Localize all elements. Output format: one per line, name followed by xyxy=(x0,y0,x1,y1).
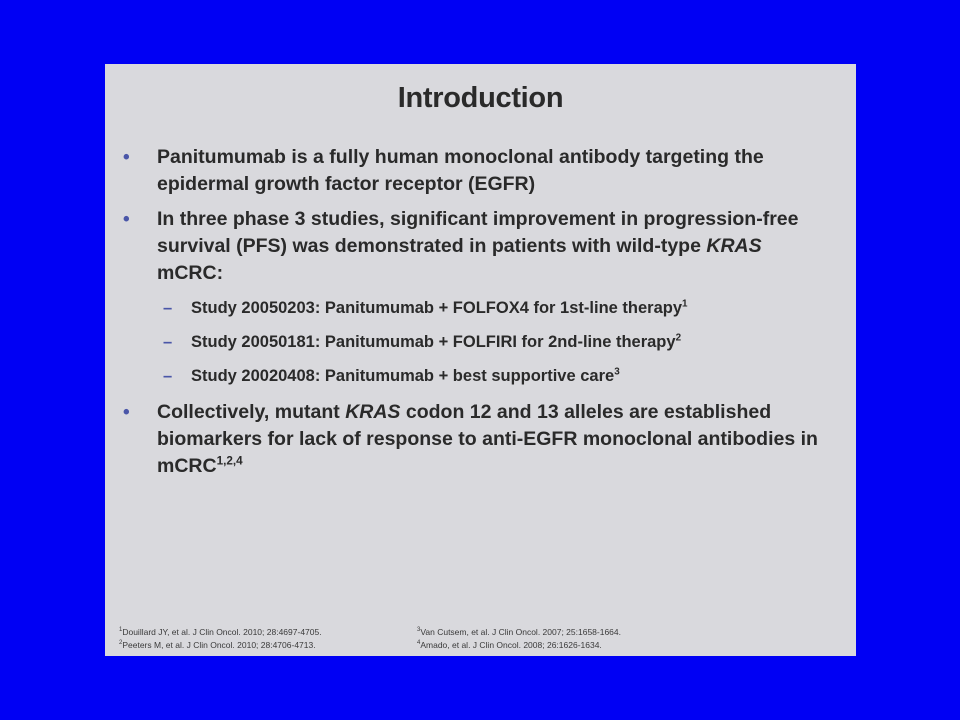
citation-superscript: 2 xyxy=(675,332,682,344)
sub-bullet-text: Study 20050181: Panitumumab + FOLFIRI for 2nd-line therapy xyxy=(191,333,676,351)
gene-name: KRAS xyxy=(706,235,762,257)
bullet-text: Panitumumab is a fully human monoclonal antibody targeting the epidermal growth factor receptor (EGFR) xyxy=(157,146,764,195)
sub-bullet-list xyxy=(123,297,823,388)
bullet-item-3 xyxy=(123,399,823,480)
references-column-left xyxy=(119,626,459,652)
bullet-text: In three phase 3 studies, significant improvement in progression-free survival (PFS) was demonstrated in patients with wild-type xyxy=(157,208,799,257)
references-column-right xyxy=(417,626,757,652)
slide xyxy=(105,64,856,656)
dash-icon: – xyxy=(163,333,173,351)
dash-icon: – xyxy=(163,367,173,385)
reference-item: $^2$Peeters M, et al. J Clin Oncol. 2010; 28:4706-4713. xyxy=(119,640,316,650)
bullet-text: codon 12 and 13 alleles are established biomarkers for lack of response to anti-EGFR monoclonal antibodies in mCRC xyxy=(157,401,818,477)
sub-bullet-text: Study 20020408: Panitumumab + best supportive care xyxy=(191,367,615,385)
bullet-item-2 xyxy=(123,206,823,287)
reference-item: $^1$Douillard JY, et al. J Clin Oncol. 2010; 28:4697-4705. xyxy=(119,627,322,637)
bullet-item-1 xyxy=(123,144,823,198)
citation-superscript: 3 xyxy=(614,366,620,378)
sub-bullet-item xyxy=(123,331,823,354)
dash-icon: – xyxy=(163,299,173,317)
sub-bullet-item xyxy=(123,297,823,320)
citation-superscript: 1,2,4 xyxy=(216,454,243,468)
bullet-dot-icon: • xyxy=(123,147,130,168)
bullet-list xyxy=(123,144,823,488)
gene-name: KRAS xyxy=(345,401,401,423)
bullet-dot-icon: • xyxy=(123,402,130,423)
bullet-text: mCRC: xyxy=(157,262,224,284)
citation-superscript: 1 xyxy=(682,298,688,310)
bullet-text: Collectively, mutant xyxy=(157,401,346,423)
bullet-dot-icon: • xyxy=(123,209,130,230)
reference-item: $^3$Van Cutsem, et al. J Clin Oncol. 2007; 25:1658-1664. xyxy=(417,627,621,637)
sub-bullet-text: Study 20050203: Panitumumab + FOLFOX4 for 1st-line therapy xyxy=(191,299,683,317)
slide-title: Introduction xyxy=(397,82,564,114)
reference-item: $^4$Amado, et al. J Clin Oncol. 2008; 26:1626-1634. xyxy=(417,640,602,650)
sub-bullet-item xyxy=(123,365,823,388)
